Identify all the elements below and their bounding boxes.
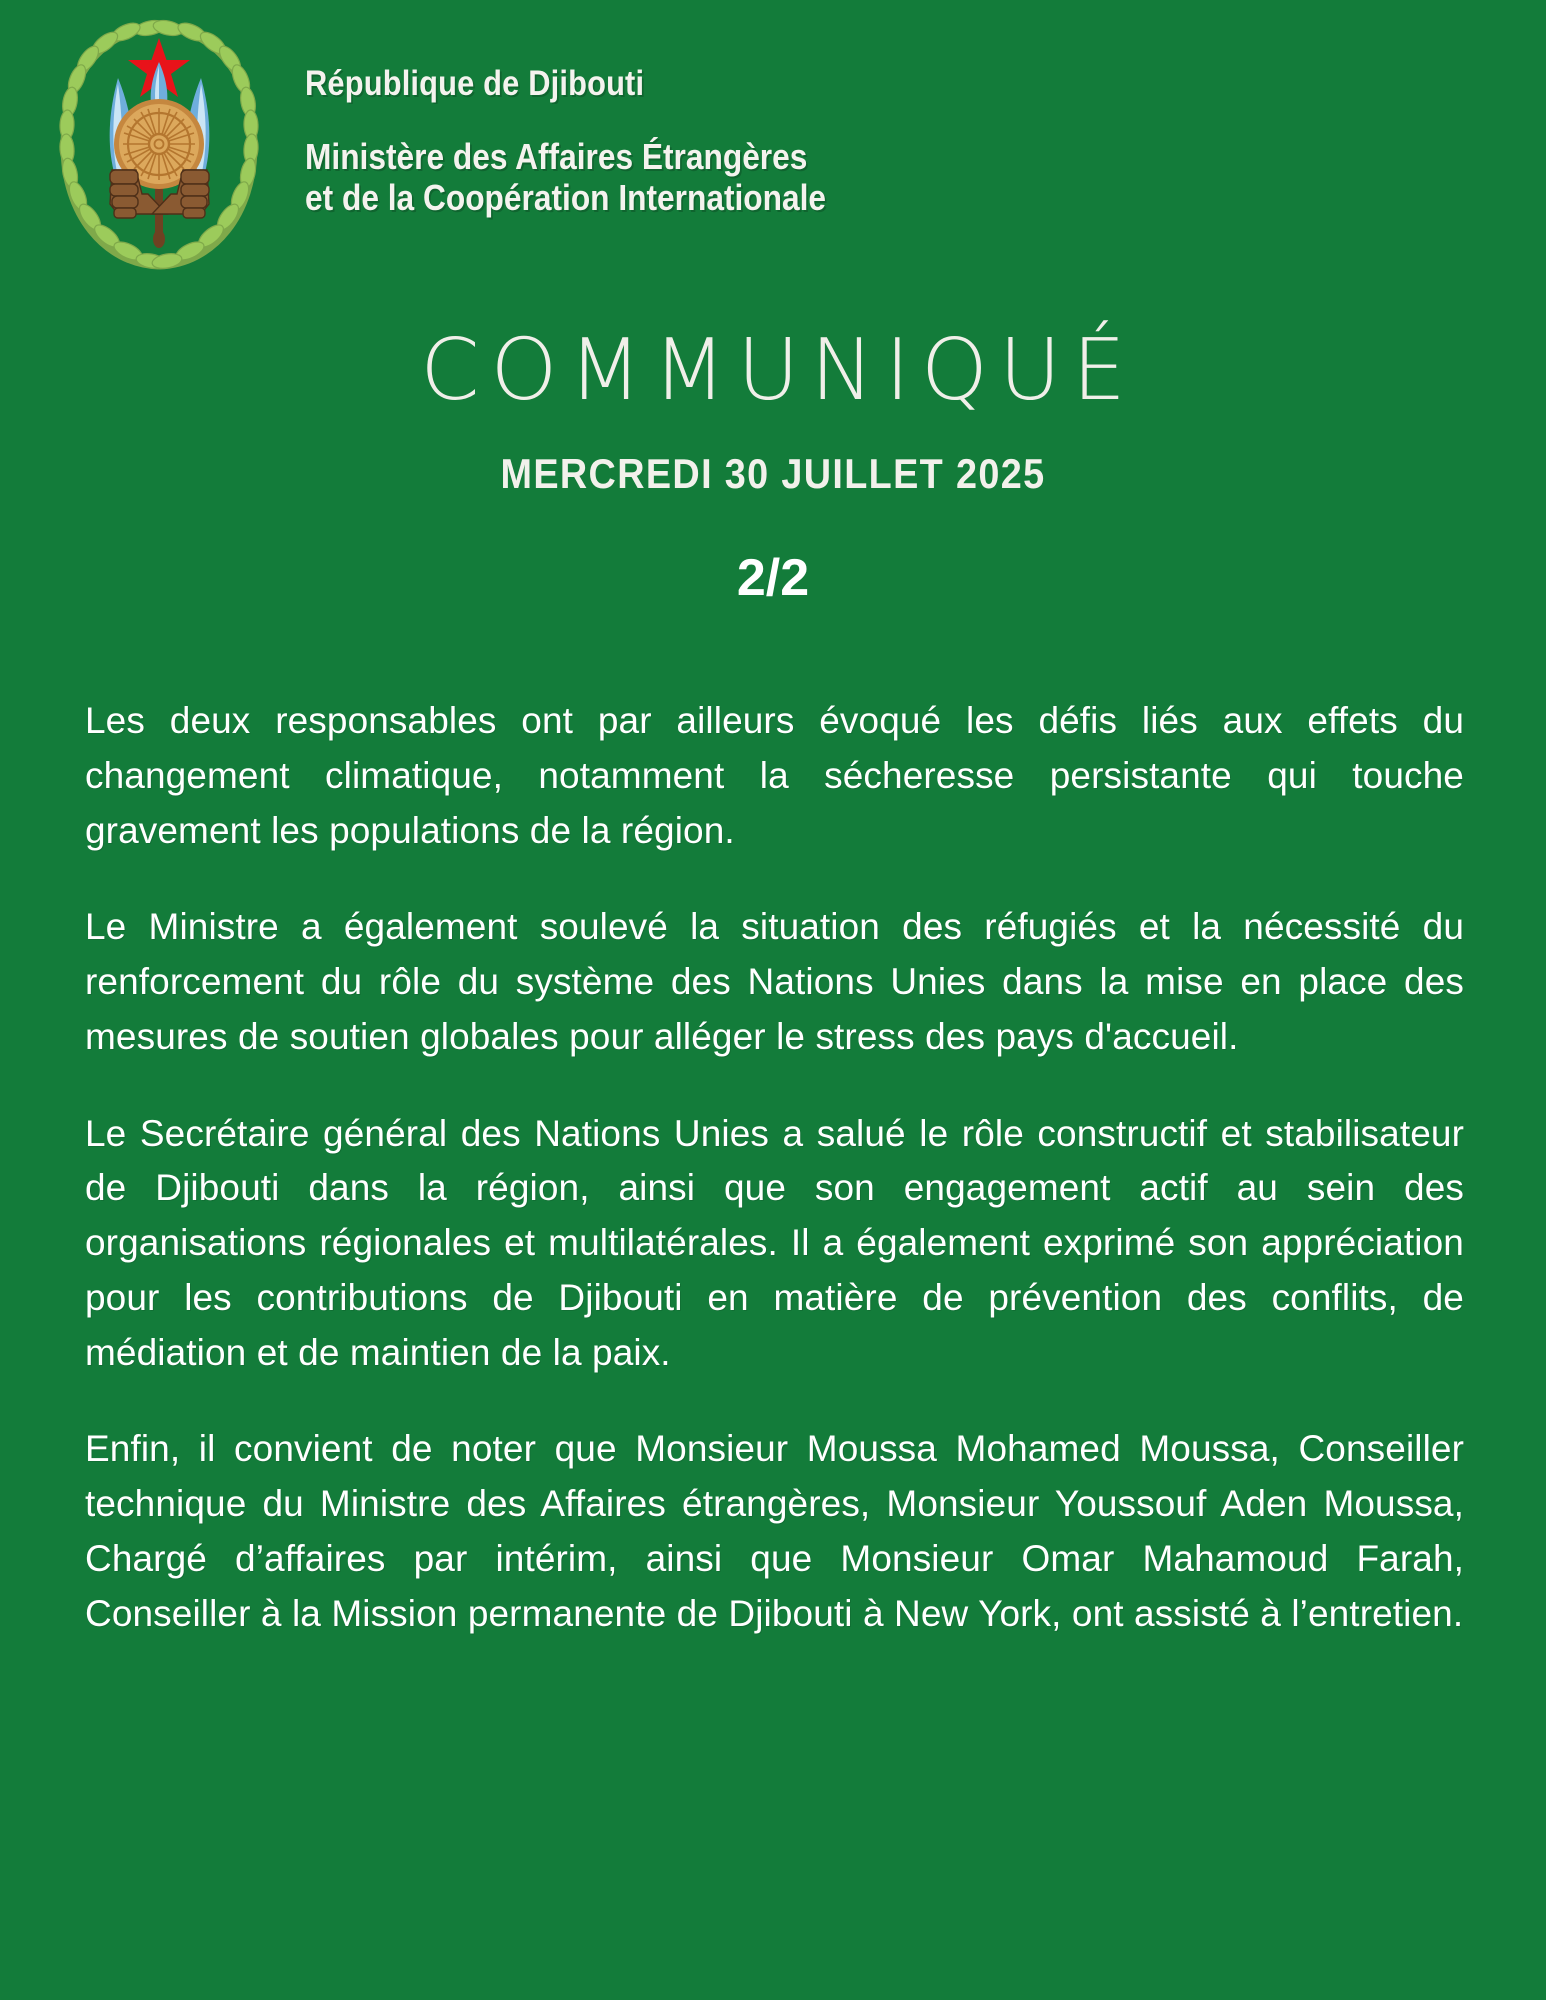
document-header <box>0 0 1546 270</box>
title-block <box>0 321 1546 607</box>
ministry-name-line-2: et de la Coopération Internationale <box>305 177 827 219</box>
page-title: COMMUNIQUÉ <box>420 321 1137 420</box>
paragraph: Les deux responsables ont par ailleurs évoqué les défis liés aux effets du changement climatique, notamment la sécheresse persistante qui touche gravement les populations de la région. <box>85 700 1464 851</box>
document-date: MERCREDI 30 JUILLET 2025 <box>500 450 1046 497</box>
paragraph: Enfin, il convient de noter que Monsieur Moussa Mohamed Moussa, Conseiller technique du Ministre des Affaires étrangères, Monsieur Youssouf Aden Moussa, Chargé d’affaires par intérim, ainsi que Monsieur Omar Mahamoud Farah, Conseiller à la Mission permanente de Djibouti à New York, ont assisté à l’entretien. <box>85 1428 1464 1634</box>
paragraph: Le Ministre a également soulevé la situation des réfugiés et la nécessité du renforcement du rôle du système des Nations Unies dans la mise en place des mesures de soutien globales pour alléger le stress des pays d'accueil. <box>85 906 1464 1057</box>
country-name: République de Djibouti <box>305 64 645 103</box>
ministry-name-line-1: Ministère des Affaires Étrangères <box>305 136 808 177</box>
header-text-block <box>267 18 897 219</box>
body-copy <box>85 694 1464 1641</box>
coat-of-arms-of-djibouti-icon <box>52 18 267 273</box>
ministry-name <box>305 136 826 219</box>
paragraph: Le Secrétaire général des Nations Unies a salué le rôle constructif et stabilisateur de Djibouti dans la région, ainsi que son engagement actif au sein des organisations régionales et multilatérales. Il a également exprimé son appréciation pour les contributions de Djibouti en matière de prévention des conflits, de médiation et de maintien de la paix. <box>85 1112 1464 1373</box>
page-indicator: 2/2 <box>736 549 810 607</box>
